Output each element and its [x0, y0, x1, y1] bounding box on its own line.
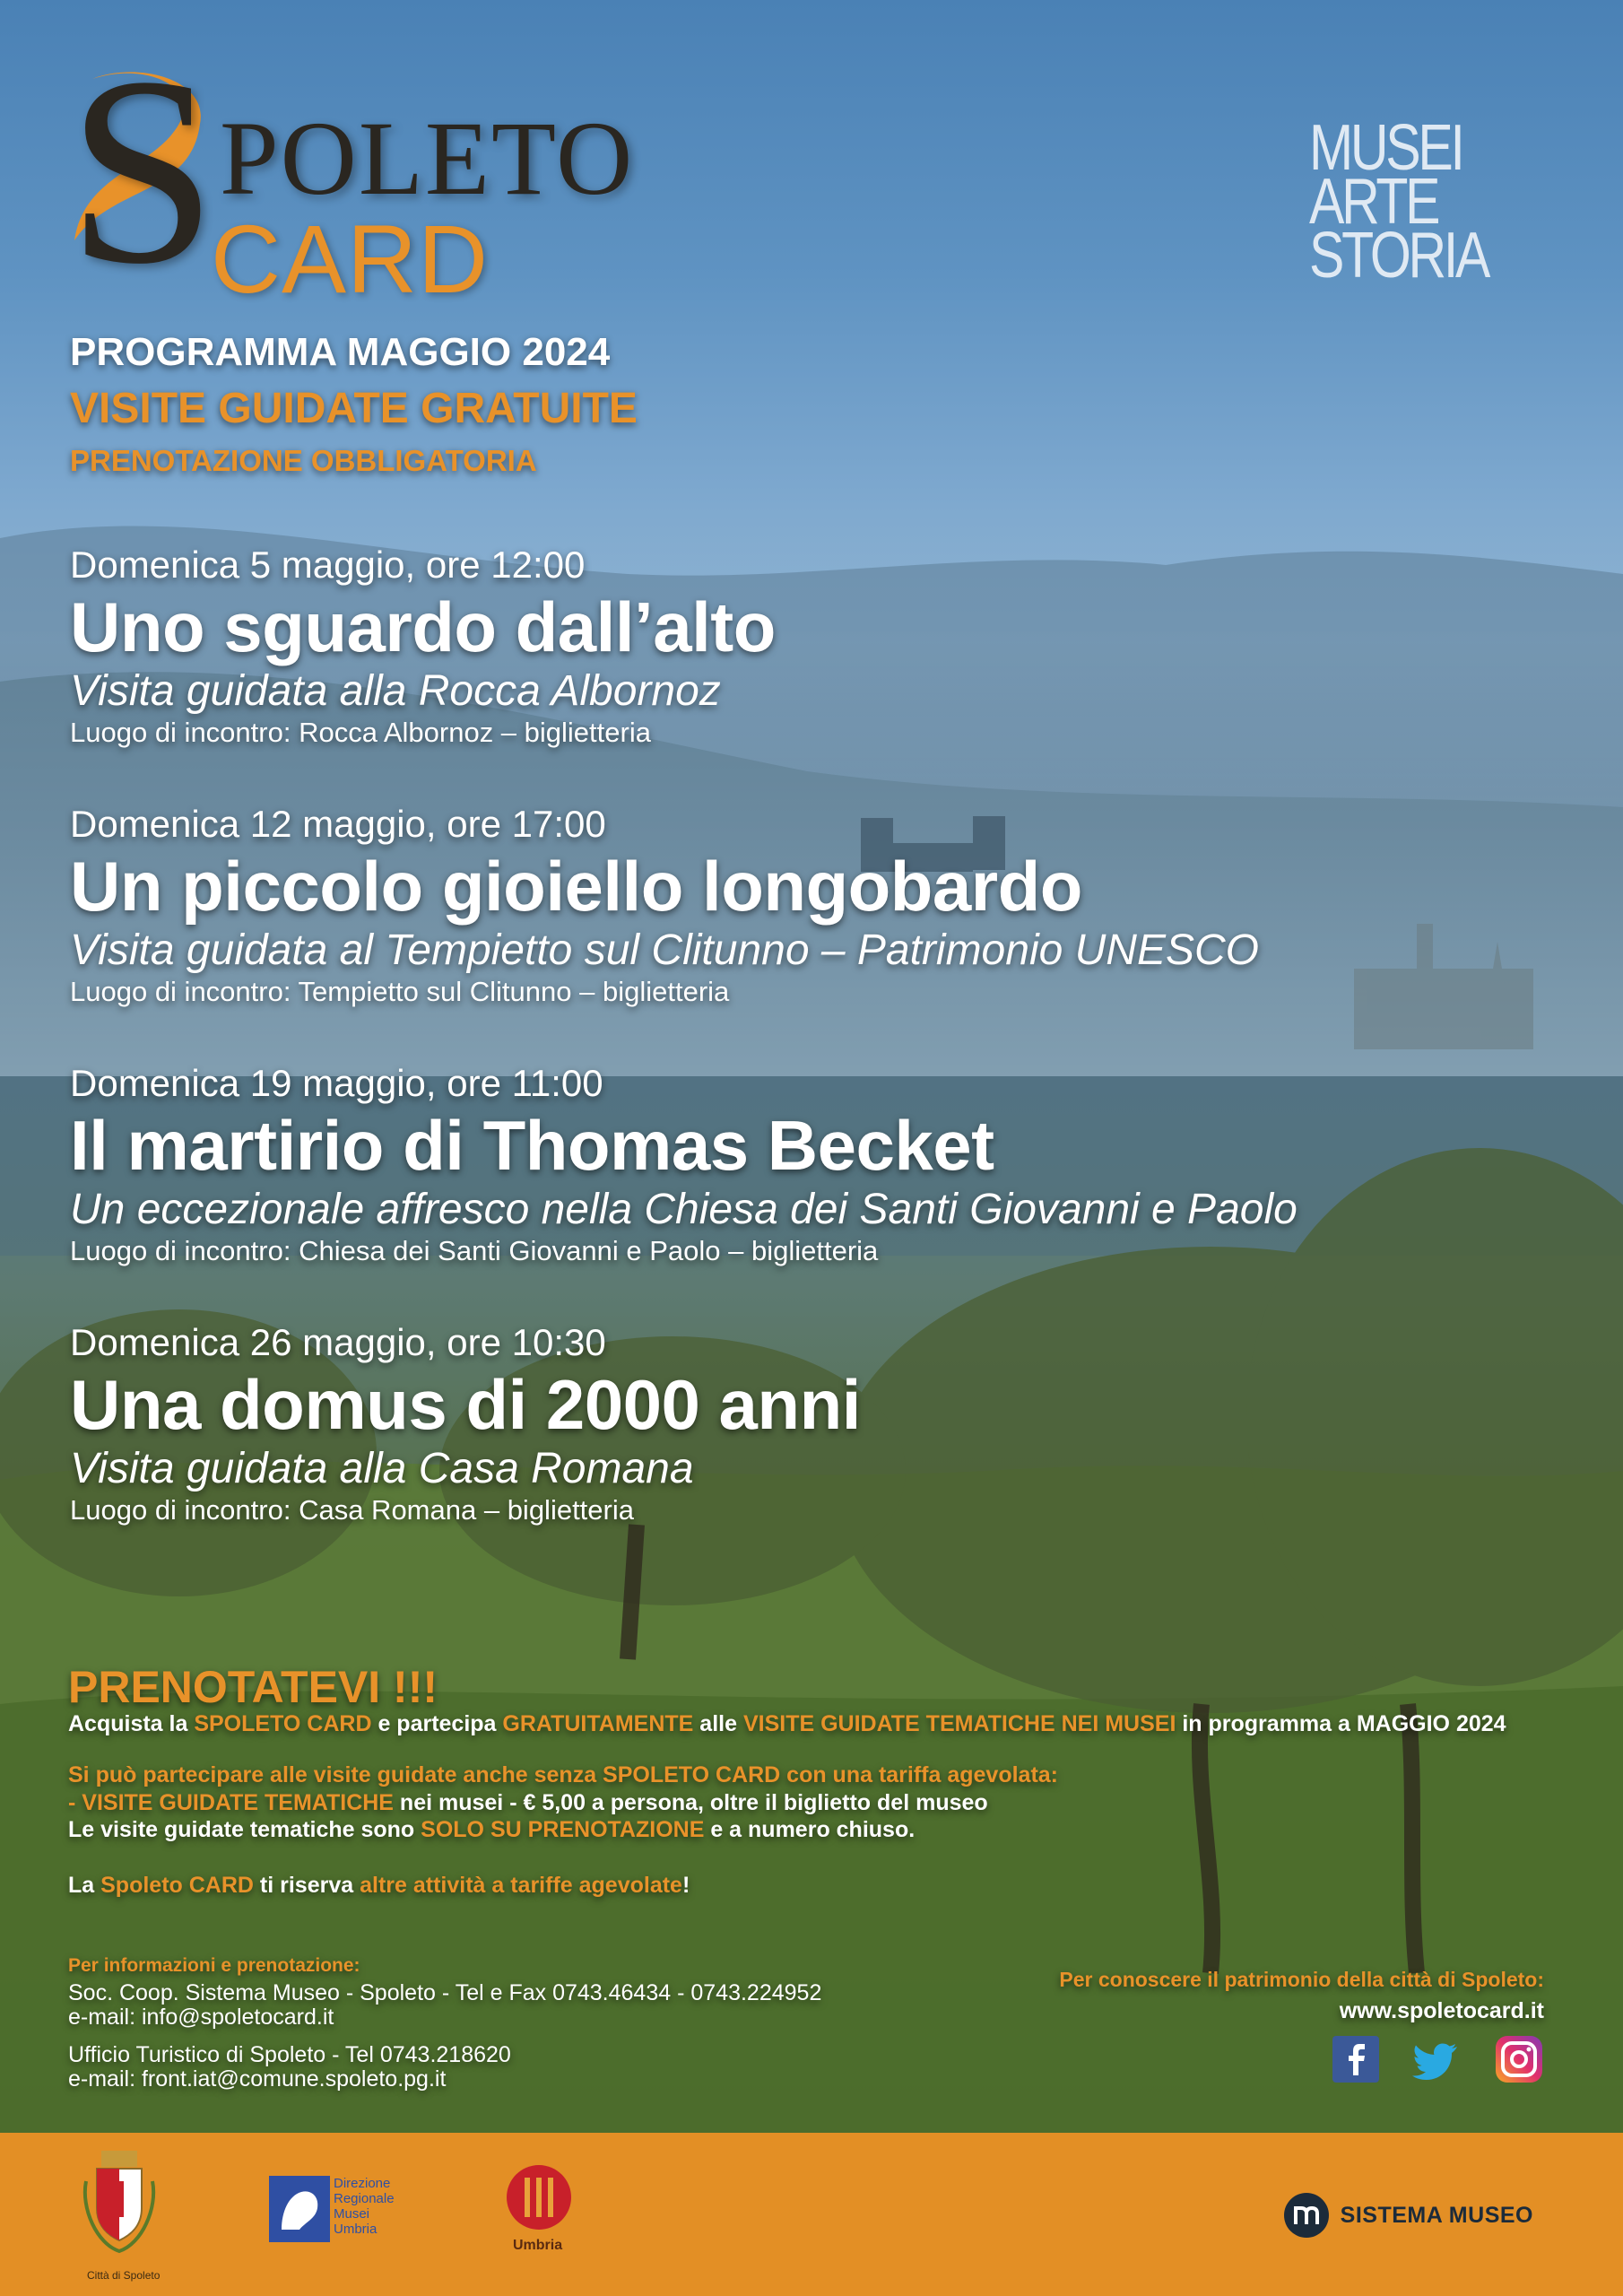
text-highlight: GRATUITAMENTE	[502, 1711, 694, 1736]
storia-word: STORIA	[1309, 220, 1488, 291]
text-highlight: VISITE GUIDATE TEMATICHE	[82, 1790, 394, 1815]
sistema-museo-logo	[1283, 2192, 1533, 2239]
city-crest-icon	[79, 2145, 160, 2271]
umbria-region-icon	[505, 2163, 573, 2231]
event-date: Domenica 26 maggio, ore 10:30	[70, 1321, 606, 1363]
text-segment: Acquista la	[68, 1711, 195, 1736]
text-segment: e a numero chiuso.	[704, 1817, 916, 1842]
direzione-label	[334, 2176, 395, 2237]
contact-line: Ufficio Turistico di Spoleto - Tel 0743.218620	[68, 2042, 511, 2067]
info-line-3	[68, 1789, 988, 1816]
musei-word: MUSEI	[1309, 112, 1462, 184]
event-date: Domenica 12 maggio, ore 17:00	[70, 803, 606, 845]
event-title: Il martirio di Thomas Becket	[70, 1106, 994, 1185]
text-highlight: -	[68, 1790, 82, 1815]
direzione-line: Direzione	[334, 2176, 391, 2191]
event-description: Visita guidata al Tempietto sul Clitunno – Patrimonio UNESCO	[70, 926, 1259, 974]
text-segment: e partecipa	[371, 1711, 503, 1736]
logo-card: CARD	[211, 204, 490, 313]
event-place: Luogo di incontro: Casa Romana – biglietteria	[70, 1494, 634, 1526]
city-label: Città di Spoleto	[87, 2269, 161, 2282]
text-highlight: SOLO SU PRENOTAZIONE	[421, 1817, 705, 1842]
text-highlight: VISITE GUIDATE TEMATICHE NEI MUSEI	[742, 1711, 1176, 1736]
event-title: Un piccolo gioiello longobardo	[70, 847, 1082, 926]
sistema-museo-label: SISTEMA MUSEO	[1340, 2202, 1533, 2228]
prenotatevi-heading: PRENOTATEVI !!!	[68, 1662, 438, 1712]
event-description: Un eccezionale affresco nella Chiesa dei Santi Giovanni e Paolo	[70, 1186, 1298, 1233]
event-date: Domenica 19 maggio, ore 11:00	[70, 1062, 603, 1104]
website-link[interactable]: www.spoletocard.it	[1339, 1998, 1544, 2023]
event-3	[70, 1061, 1505, 1267]
event-title: Una domus di 2000 anni	[70, 1365, 861, 1444]
text-highlight: altre attività a tariffe agevolate	[360, 1873, 682, 1898]
musei-arte-storia-logo	[1309, 112, 1524, 291]
instagram-icon[interactable]	[1494, 2034, 1544, 2084]
arte-word: ARTE	[1309, 166, 1438, 238]
event-place: Luogo di incontro: Chiesa dei Santi Giovanni e Paolo – biglietteria	[70, 1235, 879, 1266]
info-line-5	[68, 1872, 690, 1899]
info-line-2: Si può partecipare alle visite guidate anche senza SPOLETO CARD con una tariffa agevolata:	[68, 1762, 1059, 1787]
event-2	[70, 802, 1505, 1008]
event-place: Luogo di incontro: Rocca Albornoz – biglietteria	[70, 717, 651, 748]
sistema-museo-icon	[1283, 2192, 1330, 2239]
twitter-icon[interactable]	[1412, 2034, 1462, 2084]
umbria-label: Umbria	[513, 2238, 563, 2253]
text-segment: La	[68, 1873, 101, 1898]
program-note: PRENOTAZIONE OBBLIGATORIA	[70, 444, 537, 477]
contacts-heading: Per informazioni e prenotazione:	[68, 1955, 360, 1976]
logo-s: S	[67, 22, 217, 319]
direzione-line: Umbria	[334, 2222, 378, 2237]
contact-email[interactable]: e-mail: info@spoletocard.it	[68, 2005, 334, 2030]
contact-line: Soc. Coop. Sistema Museo - Spoleto - Tel e Fax 0743.46434 - 0743.224952	[68, 1980, 822, 2005]
program-title: PROGRAMMA MAGGIO 2024	[70, 330, 611, 374]
text-segment: alle	[693, 1711, 743, 1736]
text-segment: ti riserva	[253, 1873, 360, 1898]
text-segment: nei musei - € 5,00 a persona, oltre il biglietto del museo	[393, 1790, 988, 1815]
event-4	[70, 1320, 1505, 1526]
text-highlight: Spoleto CARD	[100, 1873, 254, 1898]
event-description: Visita guidata alla Casa Romana	[70, 1445, 694, 1492]
info-line-1	[68, 1710, 1506, 1737]
direzione-line: Regionale	[334, 2191, 395, 2206]
spoleto-card-logo	[67, 22, 650, 319]
info-line-4	[68, 1816, 915, 1843]
patrimonio-heading: Per conoscere il patrimonio della città di Spoleto:	[1059, 1968, 1544, 1991]
facebook-icon[interactable]	[1331, 2034, 1381, 2084]
direzione-line: Musei	[334, 2206, 370, 2222]
program-subtitle: VISITE GUIDATE GRATUITE	[70, 385, 638, 432]
text-segment: !	[681, 1873, 690, 1898]
event-title: Uno sguardo dall’alto	[70, 587, 776, 666]
logo-poleto: POLETO	[220, 100, 635, 217]
text-highlight: SPOLETO CARD	[194, 1711, 372, 1736]
text-segment: Le visite guidate tematiche sono	[68, 1817, 421, 1842]
event-description: Visita guidata alla Rocca Albornoz	[70, 667, 721, 715]
text-segment: in programma a MAGGIO 2024	[1176, 1711, 1506, 1736]
direzione-musei-icon	[269, 2176, 330, 2242]
event-date: Domenica 5 maggio, ore 12:00	[70, 544, 586, 586]
event-1	[70, 543, 1505, 749]
event-place: Luogo di incontro: Tempietto sul Clitunno – biglietteria	[70, 976, 730, 1007]
contact-email[interactable]: e-mail: front.iat@comune.spoleto.pg.it	[68, 2066, 447, 2092]
footer-bar	[0, 2133, 1623, 2296]
